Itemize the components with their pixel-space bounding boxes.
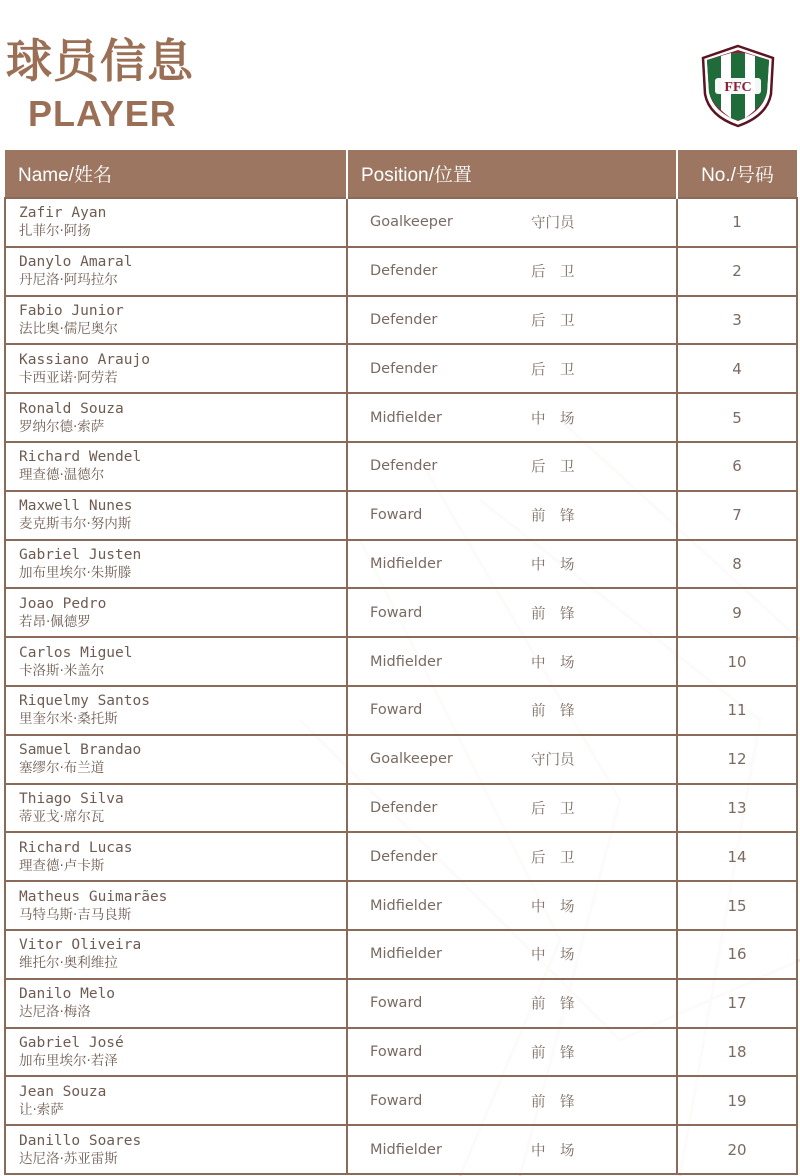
player-position-en: Midfielder <box>370 897 442 914</box>
player-number: 4 <box>677 344 797 393</box>
player-number: 15 <box>677 881 797 930</box>
club-crest-logo <box>701 44 775 128</box>
player-position-cell <box>347 442 677 491</box>
player-position-cell <box>347 296 677 345</box>
player-name-cell <box>5 930 347 979</box>
player-name-en: Matheus Guimarães <box>19 888 168 905</box>
table-header-row <box>5 150 797 198</box>
player-name-cn: 卡洛斯·米盖尔 <box>19 662 105 679</box>
player-name-cell <box>5 344 347 393</box>
table-row <box>5 735 797 784</box>
player-position-cell <box>347 979 677 1028</box>
player-number: 1 <box>677 198 797 247</box>
table-row <box>5 979 797 1028</box>
player-position-en: Midfielder <box>370 653 442 670</box>
player-position-en: Midfielder <box>370 555 442 572</box>
player-name-cn: 卡西亚诺·阿劳若 <box>19 369 118 386</box>
page-title-cn: 球员信息 <box>6 34 194 88</box>
player-number: 5 <box>677 393 797 442</box>
player-position-cn: 中 场 <box>531 655 575 672</box>
player-number: 17 <box>677 979 797 1028</box>
player-number: 9 <box>677 588 797 637</box>
player-name-cn: 理查德·温德尔 <box>19 467 105 484</box>
player-name-cell <box>5 784 347 833</box>
player-name-en: Zafir Ayan <box>19 205 107 222</box>
table-row <box>5 1028 797 1077</box>
player-name-cell <box>5 393 347 442</box>
player-position-cell <box>347 540 677 589</box>
player-position-en: Defender <box>370 311 438 328</box>
player-name-cell <box>5 442 347 491</box>
player-name-cell <box>5 198 347 247</box>
player-name-cn: 扎菲尔·阿扬 <box>19 223 91 240</box>
player-position-en: Midfielder <box>370 946 442 963</box>
player-name-cn: 马特乌斯·吉马良斯 <box>19 906 132 923</box>
player-position-cell <box>347 344 677 393</box>
player-position-en: Foward <box>370 702 423 719</box>
player-name-cell <box>5 637 347 686</box>
player-name-cn: 法比奥·儒尼奥尔 <box>19 320 118 337</box>
player-number: 12 <box>677 735 797 784</box>
player-position-cell <box>347 735 677 784</box>
player-number: 20 <box>677 1125 797 1174</box>
player-name-en: Carlos Miguel <box>19 644 133 661</box>
player-position-cell <box>347 930 677 979</box>
player-number: 13 <box>677 784 797 833</box>
player-number: 6 <box>677 442 797 491</box>
player-name-en: Danilo Melo <box>19 986 116 1003</box>
player-name-cn: 麦克斯韦尔·努内斯 <box>19 516 132 533</box>
player-name-en: Kassiano Araujo <box>19 351 150 368</box>
player-position-cn: 后 卫 <box>531 313 575 330</box>
player-name-cell <box>5 979 347 1028</box>
player-position-cell <box>347 784 677 833</box>
player-position-cell <box>347 637 677 686</box>
player-name-cn: 罗纳尔德·索萨 <box>19 418 105 435</box>
table-row <box>5 442 797 491</box>
player-name-en: Riquelmy Santos <box>19 693 150 710</box>
player-position-en: Foward <box>370 995 423 1012</box>
player-position-en: Defender <box>370 458 438 475</box>
column-header-position: Position/位置 <box>347 150 677 198</box>
player-table-container <box>4 150 796 1175</box>
player-name-cn: 加布里埃尔·若泽 <box>19 1052 118 1069</box>
player-name-en: Gabriel José <box>19 1034 124 1051</box>
player-number: 11 <box>677 686 797 735</box>
player-number: 19 <box>677 1076 797 1125</box>
player-position-cell <box>347 1028 677 1077</box>
table-row <box>5 784 797 833</box>
player-position-cell <box>347 247 677 296</box>
player-name-cn: 维托尔·奥利维拉 <box>19 955 118 972</box>
player-name-en: Fabio Junior <box>19 302 124 319</box>
player-position-en: Foward <box>370 1092 423 1109</box>
player-name-cn: 让·索萨 <box>19 1101 64 1118</box>
player-number: 2 <box>677 247 797 296</box>
player-position-cn: 后 卫 <box>531 362 575 379</box>
player-position-cell <box>347 832 677 881</box>
page-header <box>0 0 800 150</box>
player-name-en: Jean Souza <box>19 1083 107 1100</box>
table-row <box>5 393 797 442</box>
player-name-en: Vitor Oliveira <box>19 937 142 954</box>
player-position-en: Defender <box>370 263 438 280</box>
svg-text:FFC: FFC <box>724 80 752 95</box>
player-position-cell <box>347 1125 677 1174</box>
player-name-cn: 塞缪尔·布兰道 <box>19 760 105 777</box>
player-name-cell <box>5 881 347 930</box>
player-name-cell <box>5 588 347 637</box>
player-position-cn: 前 锋 <box>531 1094 575 1111</box>
table-row <box>5 491 797 540</box>
table-row <box>5 198 797 247</box>
player-name-cell <box>5 247 347 296</box>
player-name-cn: 达尼洛·梅洛 <box>19 1004 91 1021</box>
player-number: 8 <box>677 540 797 589</box>
player-number: 18 <box>677 1028 797 1077</box>
player-name-en: Samuel Brandao <box>19 742 142 759</box>
table-row <box>5 296 797 345</box>
player-name-cell <box>5 735 347 784</box>
player-position-cell <box>347 881 677 930</box>
page-title-en: PLAYER <box>28 93 177 134</box>
table-row <box>5 881 797 930</box>
player-position-en: Defender <box>370 799 438 816</box>
table-row <box>5 1125 797 1174</box>
player-position-cell <box>347 1076 677 1125</box>
column-header-number: No./号码 <box>677 150 797 198</box>
player-position-cn: 前 锋 <box>531 996 575 1013</box>
player-name-cn: 理查德·卢卡斯 <box>19 857 105 874</box>
player-name-en: Thiago Silva <box>19 790 124 807</box>
player-position-cn: 中 场 <box>531 411 575 428</box>
table-row <box>5 1076 797 1125</box>
player-position-cn: 后 卫 <box>531 850 575 867</box>
player-name-cell <box>5 1125 347 1174</box>
player-position-cell <box>347 198 677 247</box>
player-position-cn: 后 卫 <box>531 459 575 476</box>
player-name-cell <box>5 491 347 540</box>
player-position-en: Goalkeeper <box>370 751 453 768</box>
player-name-cell <box>5 540 347 589</box>
column-header-name: Name/姓名 <box>5 150 347 198</box>
player-position-cn: 后 卫 <box>531 801 575 818</box>
player-position-cell <box>347 491 677 540</box>
player-name-cn: 加布里埃尔·朱斯滕 <box>19 564 132 581</box>
player-position-cn: 守门员 <box>531 215 575 232</box>
player-position-cn: 前 锋 <box>531 508 575 525</box>
player-name-cell <box>5 686 347 735</box>
player-name-en: Ronald Souza <box>19 400 124 417</box>
player-number: 10 <box>677 637 797 686</box>
player-name-cn: 达尼洛·苏亚雷斯 <box>19 1150 118 1167</box>
player-name-cn: 里奎尔米·桑托斯 <box>19 711 118 728</box>
player-position-en: Defender <box>370 848 438 865</box>
player-position-cell <box>347 393 677 442</box>
player-position-cn: 后 卫 <box>531 264 575 281</box>
player-position-en: Foward <box>370 1043 423 1060</box>
player-number: 14 <box>677 832 797 881</box>
player-position-en: Midfielder <box>370 1141 442 1158</box>
player-number: 7 <box>677 491 797 540</box>
player-position-cell <box>347 686 677 735</box>
table-row <box>5 588 797 637</box>
table-row <box>5 344 797 393</box>
player-position-cn: 前 锋 <box>531 606 575 623</box>
player-name-cell <box>5 296 347 345</box>
player-name-en: Richard Lucas <box>19 839 133 856</box>
player-name-cn: 若昂·佩德罗 <box>19 613 91 630</box>
player-name-en: Maxwell Nunes <box>19 498 133 515</box>
player-position-cn: 前 锋 <box>531 1045 575 1062</box>
table-row <box>5 540 797 589</box>
player-position-cn: 前 锋 <box>531 703 575 720</box>
player-name-cell <box>5 832 347 881</box>
player-name-en: Danillo Soares <box>19 1132 142 1149</box>
table-row <box>5 832 797 881</box>
player-name-en: Joao Pedro <box>19 595 107 612</box>
player-position-en: Foward <box>370 507 423 524</box>
player-name-en: Gabriel Justen <box>19 546 142 563</box>
table-row <box>5 930 797 979</box>
player-number: 16 <box>677 930 797 979</box>
player-name-cn: 蒂亚戈·席尔瓦 <box>19 808 105 825</box>
player-table <box>4 150 798 1175</box>
player-name-cell <box>5 1028 347 1077</box>
player-name-cn: 丹尼洛·阿玛拉尔 <box>19 272 118 289</box>
table-row <box>5 686 797 735</box>
player-position-cn: 中 场 <box>531 1143 575 1160</box>
player-name-cell <box>5 1076 347 1125</box>
player-number: 3 <box>677 296 797 345</box>
table-row <box>5 637 797 686</box>
player-position-cn: 守门员 <box>531 752 575 769</box>
player-position-en: Goalkeeper <box>370 214 453 231</box>
player-position-en: Defender <box>370 360 438 377</box>
table-row <box>5 247 797 296</box>
player-position-cn: 中 场 <box>531 557 575 574</box>
player-position-cell <box>347 588 677 637</box>
player-position-en: Foward <box>370 604 423 621</box>
player-name-en: Danylo Amaral <box>19 254 133 271</box>
player-position-cn: 中 场 <box>531 899 575 916</box>
player-position-en: Midfielder <box>370 409 442 426</box>
player-position-cn: 中 场 <box>531 947 575 964</box>
player-name-en: Richard Wendel <box>19 449 142 466</box>
